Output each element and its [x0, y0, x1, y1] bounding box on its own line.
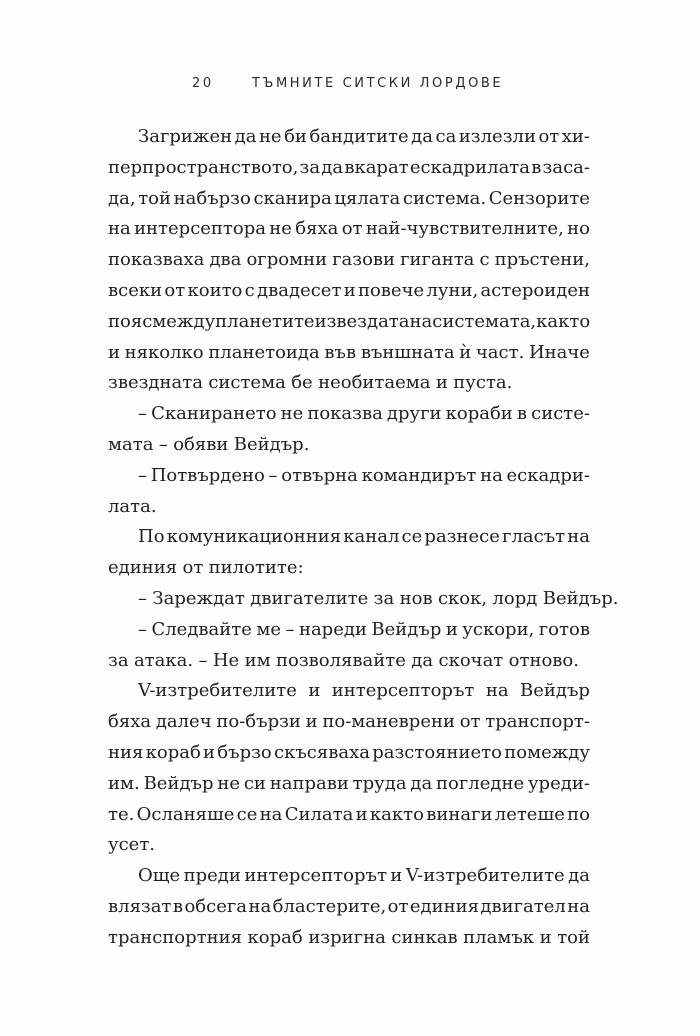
- text-line: транспортния кораб изригна синкав пламък и той: [108, 926, 590, 948]
- text-line: за атака. – Не им позволявайте да скочат отново.: [108, 649, 579, 671]
- book-title: ТЪМНИТЕ СИТСКИ ЛОРДОВЕ: [252, 76, 504, 91]
- text-line: единия от пилотите:: [108, 557, 304, 579]
- text-line: Още преди интерсепторът и V-изтребителите да: [138, 865, 590, 887]
- text-line: да, той набързо сканира цялата система. Сензорите: [108, 187, 590, 209]
- running-header: [140, 76, 560, 96]
- text-line: – Следвайте ме – нареди Вейдър и ускори, готов: [138, 618, 590, 640]
- text-line: и няколко планетоида във външната ѝ част. Иначе: [108, 341, 590, 363]
- text-line: V-изтребителите и интерсепторът на Вейдър: [138, 680, 590, 702]
- text-line: ния кораб и бързо скъсяваха разстоянието помежду: [108, 741, 590, 763]
- text-line: мата – обяви Вейдър.: [108, 433, 310, 455]
- text-line: – Сканирането не показва други кораби в систе-: [138, 403, 590, 425]
- body-text: [108, 122, 619, 954]
- text-line: лата.: [108, 495, 157, 517]
- page-number: 20: [192, 76, 214, 91]
- text-line: По комуникационния канал се разнесе гласът на: [138, 526, 590, 548]
- text-line: перпространството, за да вкарат ескадрилата в заса-: [108, 156, 590, 178]
- text-line: – Зареждат двигателите за нов скок, лорд Вейдър.: [138, 587, 619, 609]
- text-line: усет.: [108, 834, 156, 856]
- text-line: влязат в обсега на бластерите, от единия двигател на: [108, 895, 590, 917]
- text-line: им. Вейдър не си направи труда да погледне уреди-: [108, 772, 590, 794]
- text-line: показваха два огромни газови гиганта с пръстени,: [108, 249, 590, 271]
- text-line: бяха далеч по-бързи и по-маневрени от транспорт-: [108, 711, 590, 733]
- text-line: всеки от които с двадесет и повече луни, астероиден: [108, 279, 590, 301]
- text-line: те. Осланяше се на Силата и както винаги летеше по: [108, 803, 590, 825]
- text-line: – Потвърдено – отвърна командирът на ескадри-: [138, 464, 590, 486]
- text-line: звездната система бе необитаема и пуста.: [108, 372, 513, 394]
- text-line: пояс между планетите и звездата на системата, както: [108, 310, 591, 332]
- text-line: Загрижен да не би бандитите да са излезли от хи-: [138, 126, 590, 147]
- text-line: на интерсептора не бяха от най-чувствителните, но: [108, 218, 590, 240]
